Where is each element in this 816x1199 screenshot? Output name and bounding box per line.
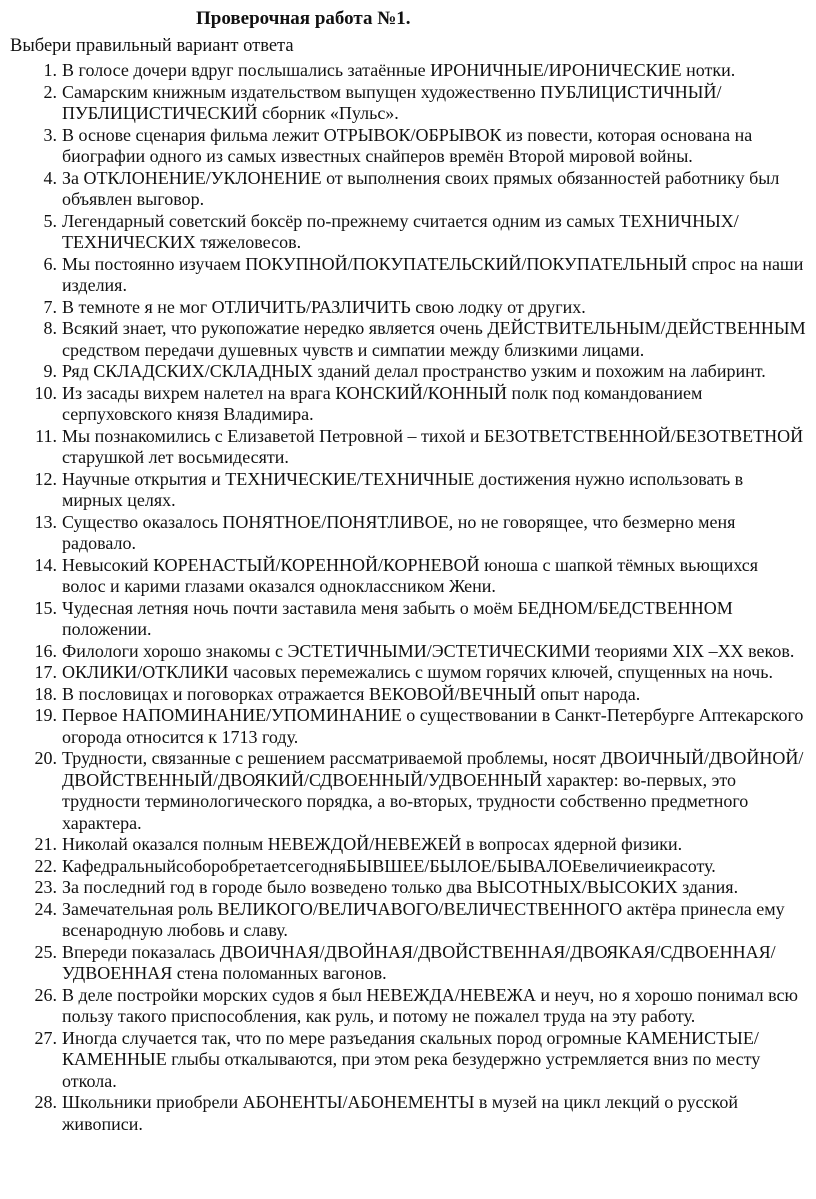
question-item	[0, 877, 816, 899]
question-text: Школьники приобрели АБОНЕНТЫ/АБОНЕМЕНТЫ в музей на цикл лекций о русской живописи.	[62, 1092, 738, 1134]
question-number: 27.	[34, 1027, 57, 1048]
question-text: Мы постоянно изучаем ПОКУПНОЙ/ПОКУПАТЕЛЬСКИЙ/ПОКУПАТЕЛЬНЫЙ спрос на наши изделия.	[62, 253, 804, 295]
question-item	[0, 856, 816, 878]
question-number: 20.	[34, 748, 57, 768]
question-number: 19.	[34, 705, 57, 725]
question-item	[0, 211, 816, 254]
question-number: 24.	[34, 898, 57, 919]
question-item	[0, 469, 816, 512]
question-item	[0, 748, 816, 834]
question-text: Научные открытия и ТЕХНИЧЕСКИЕ/ТЕХНИЧНЫЕ достижения нужно использовать в мирных целях.	[62, 468, 744, 510]
question-item	[0, 82, 816, 125]
question-text: Мы познакомились с Елизаветой Петровной – тихой и БЕЗОТВЕТСТВЕННОЙ/БЕЗОТВЕТНОЙ старушкой лет восьмидесяти.	[62, 425, 804, 467]
question-number: 11.	[35, 425, 57, 446]
question-text: Николай оказался полным НЕВЕЖДОЙ/НЕВЕЖЕЙ в вопросах ядерной физики.	[62, 834, 683, 854]
question-text: Легендарный советский боксёр по-прежнему считается одним из самых ТЕХНИЧНЫХ/ТЕХНИЧЕСКИХ тяжеловесов.	[62, 210, 739, 252]
question-item	[0, 125, 816, 168]
question-number: 1.	[43, 60, 57, 80]
question-item	[0, 705, 816, 748]
question-number: 12.	[34, 468, 57, 489]
question-number: 9.	[43, 361, 57, 381]
question-list	[0, 60, 816, 1135]
question-item	[0, 899, 816, 942]
question-number: 28.	[34, 1092, 57, 1112]
question-text: Иногда случается так, что по мере разъедания скальных пород огромные КАМЕНИСТЫЕ/ КАМЕННЫЕ глыбы откалываются, при этом река безудержно устремляется вниз по месту откола.	[62, 1027, 761, 1091]
question-item	[0, 297, 816, 319]
question-number: 22.	[34, 855, 57, 876]
question-number: 25.	[34, 941, 57, 962]
question-text: Из засады вихрем налетел на врага КОНСКИЙ/КОННЫЙ полк под командованием серпуховского князя Владимира.	[62, 382, 703, 424]
question-text: Замечательная роль ВЕЛИКОГО/ВЕЛИЧАВОГО/ВЕЛИЧЕСТВЕННОГО актёра принесла ему всенародную любовь и славу.	[62, 898, 785, 940]
question-number: 5.	[43, 210, 57, 231]
instruction-text: Выбери правильный вариант ответа	[10, 36, 294, 56]
question-number: 3.	[43, 124, 57, 145]
question-text: За последний год в городе было возведено только два ВЫСОТНЫХ/ВЫСОКИХ здания.	[62, 877, 739, 897]
question-item	[0, 512, 816, 555]
question-text: ОКЛИКИ/ОТКЛИКИ часовых перемежались с шумом горячих ключей, спущенных на ночь.	[62, 662, 773, 682]
question-text: В голосе дочери вдруг послышались затаённые ИРОНИЧНЫЕ/ИРОНИЧЕСКИЕ нотки.	[62, 60, 736, 80]
question-item	[0, 426, 816, 469]
question-number: 21.	[34, 834, 57, 854]
question-text: За ОТКЛОНЕНИЕ/УКЛОНЕНИЕ от выполнения своих прямых обязанностей работнику был объявлен выговор.	[62, 167, 780, 209]
question-number: 6.	[43, 253, 57, 274]
question-text: Невысокий КОРЕНАСТЫЙ/КОРЕННОЙ/КОРНЕВОЙ юноша с шапкой тёмных вьющихся волос и карими глазами оказался одноклассником Жени.	[62, 554, 759, 596]
question-item	[0, 318, 816, 361]
question-item	[0, 684, 816, 706]
question-number: 18.	[34, 683, 57, 704]
question-number: 26.	[34, 984, 57, 1005]
question-item	[0, 555, 816, 598]
question-item	[0, 254, 816, 297]
question-number: 8.	[43, 318, 57, 338]
question-number: 16.	[34, 640, 57, 661]
question-text: Всякий знает, что рукопожатие нередко является очень ДЕЙСТВИТЕЛЬНЫМ/ДЕЙСТВЕННЫМ средством передачи душевных чувств и симпатии между близкими лицами.	[62, 318, 806, 360]
question-text: В пословицах и поговорках отражается ВЕКОВОЙ/ВЕЧНЫЙ опыт народа.	[62, 683, 641, 704]
question-item	[0, 598, 816, 641]
question-item	[0, 985, 816, 1028]
question-text: КафедральныйсоборобретаетсегодняБЫВШЕЕ/БЫЛОЕ/БЫВАЛОЕвеличиеикрасоту.	[62, 855, 716, 876]
question-text: Филологи хорошо знакомы с ЭСТЕТИЧНЫМИ/ЭСТЕТИЧЕСКИМИ теориями XIX –XX веков.	[62, 640, 795, 661]
question-number: 14.	[34, 554, 57, 575]
question-item	[0, 60, 816, 82]
question-text: Существо оказалось ПОНЯТНОЕ/ПОНЯТЛИВОЕ, но не говорящее, что безмерно меня радовало.	[62, 511, 736, 553]
question-number: 13.	[34, 511, 57, 532]
question-item	[0, 383, 816, 426]
question-number: 23.	[34, 877, 57, 897]
question-text: В основе сценария фильма лежит ОТРЫВОК/ОБРЫВОК из повести, которая основана на биографии одного из самых известных снайперов времён Второй мировой войны.	[62, 124, 753, 166]
question-text: Впереди показалась ДВОИЧНАЯ/ДВОЙНАЯ/ДВОЙСТВЕННАЯ/ДВОЯКАЯ/СДВОЕННАЯ/ УДВОЕННАЯ стена поломанных вагонов.	[62, 941, 776, 983]
question-text: Трудности, связанные с решением рассматриваемой проблемы, носят ДВОИЧНЫЙ/ДВОЙНОЙ/ДВОЙСТВЕННЫЙ/ДВОЯКИЙ/СДВОЕННЫЙ/УДВОЕННЫЙ характер: во-первых, это трудности терминологического порядка, а во-вторых, трудности собственно предметного характера.	[62, 748, 804, 833]
question-number: 7.	[43, 296, 57, 317]
question-text: В деле постройки морских судов я был НЕВЕЖДА/НЕВЕЖА и неуч, но я хорошо понимал всю пользу такого приспособления, как руль, и потому не пожалел труда на эту работу.	[62, 984, 798, 1026]
question-item	[0, 1092, 816, 1135]
question-number: 17.	[34, 662, 57, 682]
question-text: Самарским книжным издательством выпущен художественно ПУБЛИЦИСТИЧНЫЙ/ПУБЛИЦИСТИЧЕСКИЙ сборник «Пульс».	[62, 81, 722, 123]
page-title: Проверочная работа №1.	[196, 8, 411, 29]
question-item	[0, 641, 816, 663]
question-number: 15.	[34, 597, 57, 618]
question-item	[0, 1028, 816, 1093]
question-text: Первое НАПОМИНАНИЕ/УПОМИНАНИЕ о существовании в Санкт-Петербурге Аптекарского огорода относится к 1713 году.	[62, 705, 804, 747]
question-text: Ряд СКЛАДСКИХ/СКЛАДНЫХ зданий делал пространство узким и похожим на лабиринт.	[62, 361, 766, 381]
question-item	[0, 942, 816, 985]
question-number: 4.	[43, 167, 57, 188]
question-item	[0, 662, 816, 684]
question-text: В темноте я не мог ОТЛИЧИТЬ/РАЗЛИЧИТЬ свою лодку от других.	[62, 296, 586, 317]
question-item	[0, 168, 816, 211]
question-item	[0, 361, 816, 383]
question-number: 2.	[43, 81, 57, 102]
question-text: Чудесная летняя ночь почти заставила меня забыть о моём БЕДНОМ/БЕДСТВЕННОМ положении.	[62, 597, 733, 639]
question-item	[0, 834, 816, 856]
question-number: 10.	[34, 382, 57, 403]
